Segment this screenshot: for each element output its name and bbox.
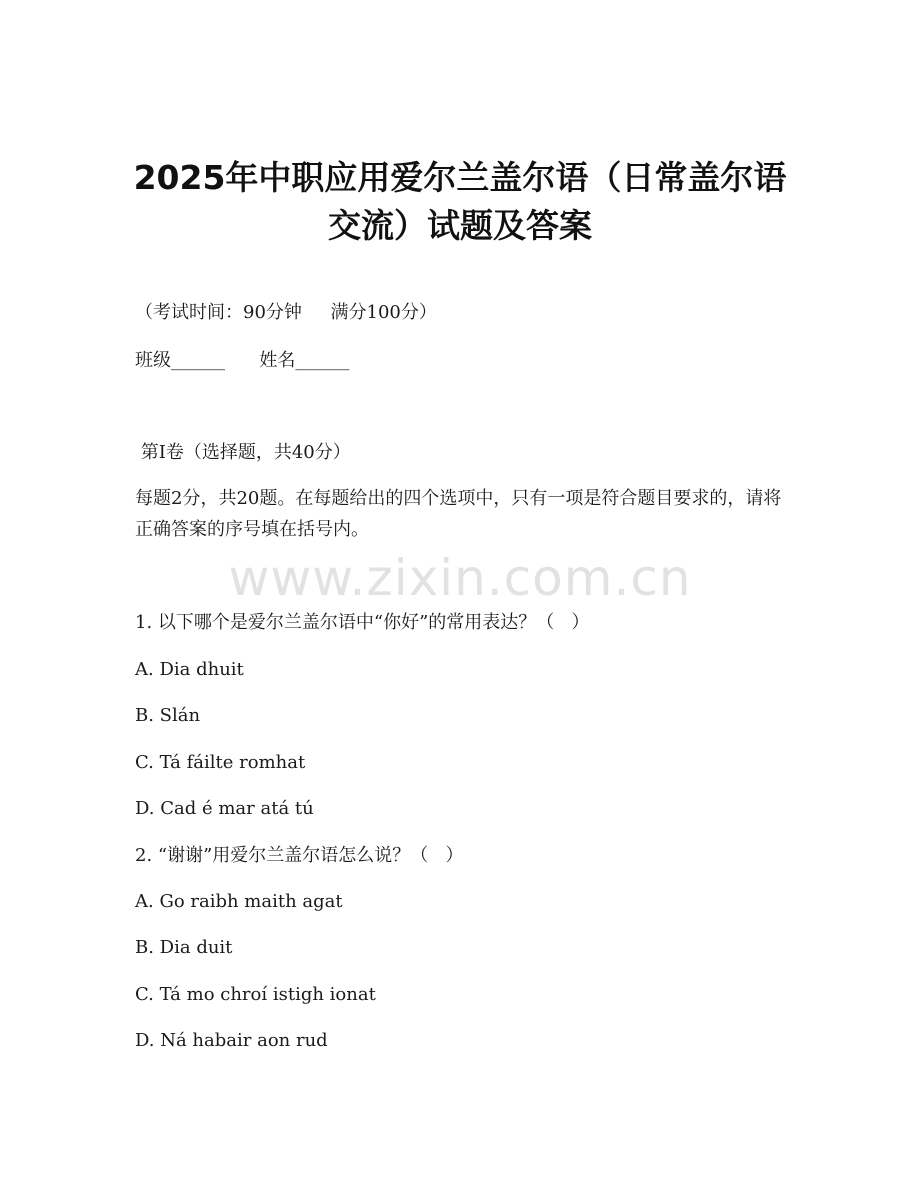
question-option: B. Slán (135, 705, 201, 726)
watermark: www.zixin.com.cn (228, 549, 692, 607)
question-option: A. Dia dhuit (135, 659, 244, 680)
question-option: A. Go raibh maith agat (135, 891, 343, 912)
question-option: C. Tá mo chroí istigh ionat (135, 984, 376, 1005)
class-name-line: 班级______ 姓名______ (135, 350, 350, 371)
question-stem: 1. 以下哪个是爱尔兰盖尔语中“你好”的常用表达？（ ） (135, 612, 590, 633)
question-option: D. Cad é mar atá tú (135, 798, 314, 819)
section-header: 第Ⅰ卷（选择题，共40分） (135, 442, 351, 463)
question-option: C. Tá fáilte romhat (135, 752, 306, 773)
document-title-line-1: 2025年中职应用爱尔兰盖尔语（日常盖尔语 (133, 158, 787, 197)
instructions: 每题2分，共20题。在每题给出的四个选项中，只有一项是符合题目要求的，请将正确答案的序号填在括号内。 (135, 488, 782, 540)
question-option: D. Ná habair aon rud (135, 1030, 328, 1051)
question-option: B. Dia duit (135, 937, 233, 958)
question-stem: 2. “谢谢”用爱尔兰盖尔语怎么说？（ ） (135, 845, 464, 866)
exam-info: （考试时间：90分钟 满分100分） (135, 302, 437, 323)
document-title-line-2: 交流）试题及答案 (328, 206, 592, 245)
